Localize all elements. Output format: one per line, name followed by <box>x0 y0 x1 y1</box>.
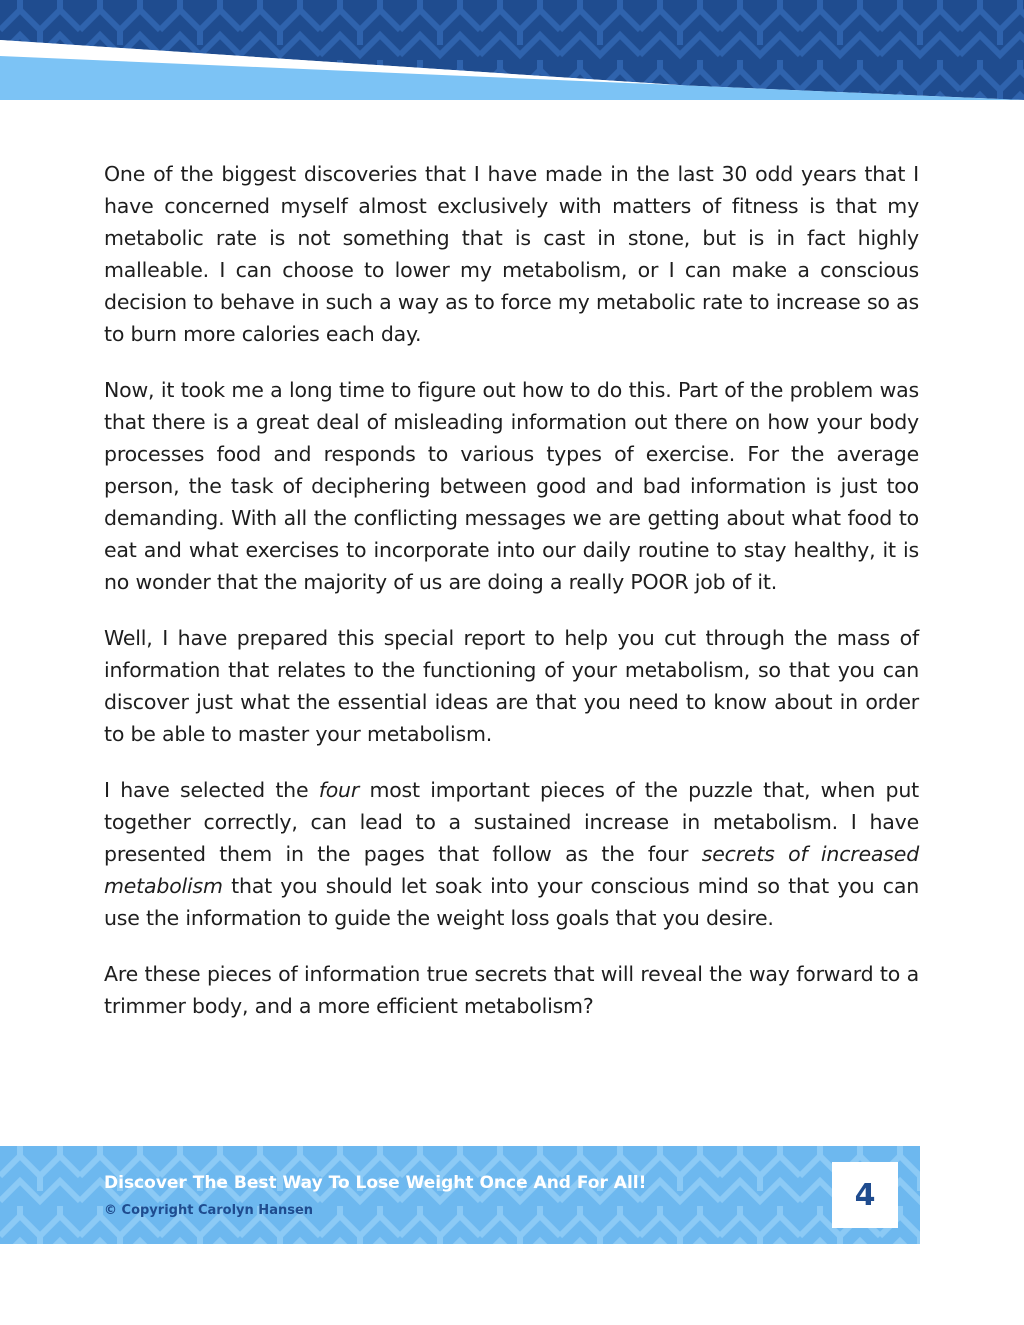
paragraph-2: Now, it took me a long time to figure out how to do this. Part of the problem was that there is a great deal of misleading information out there on how your body processes food and responds to various types of exercise. For the average person, the task of deciphering between good and bad information is just too demanding. With all the conflicting messages we are getting about what food to eat and what exercises to incorporate into our daily routine to stay healthy, it is no wonder that the majority of us are doing a really POOR job of it. <box>104 378 919 594</box>
paragraph-3: Well, I have prepared this special report to help you cut through the mass of information that relates to the functioning of your metabolism, so that you can discover just what the essential ideas are that you need to know about in order to be able to master your metabolism. <box>104 626 919 746</box>
paragraph-4-italic-four: four <box>318 778 360 802</box>
header-banner <box>0 0 1024 120</box>
paragraph-4-italic-secrets: secrets of increased metabolism <box>104 842 920 898</box>
header-pattern-graphic <box>0 0 1024 120</box>
paragraph-4-part-1: I have selected the <box>104 778 319 802</box>
footer-title: Discover The Best Way To Lose Weight Once And For All! <box>104 1173 647 1193</box>
page-number: 4 <box>854 1177 876 1213</box>
footer-text <box>104 1170 804 1220</box>
paragraph-4 <box>104 774 919 934</box>
paragraph-4-part-3: that you should let soak into your conscious mind so that you can use the information to guide the weight loss goals that you desire. <box>104 874 919 930</box>
footer-copyright: © Copyright Carolyn Hansen <box>104 1203 314 1218</box>
paragraph-5: Are these pieces of information true secrets that will reveal the way forward to a trimmer body, and a more efficient metabolism? <box>104 962 919 1018</box>
article-body <box>104 158 919 1046</box>
paragraph-4-part-2: most important pieces of the puzzle that, when put together correctly, can lead to a sustained increase in metabolism. I have presented them in the pages that follow as the four <box>104 778 919 866</box>
page-number-box <box>832 1162 898 1228</box>
paragraph-1: One of the biggest discoveries that I have made in the last 30 odd years that I have concerned myself almost exclusively with matters of fitness is that my metabolic rate is not something that is cast in stone, but is in fact highly malleable. I can choose to lower my metabolism, or I can make a conscious decision to behave in such a way as to force my metabolic rate to increase so as to burn more calories each day. <box>104 162 919 346</box>
